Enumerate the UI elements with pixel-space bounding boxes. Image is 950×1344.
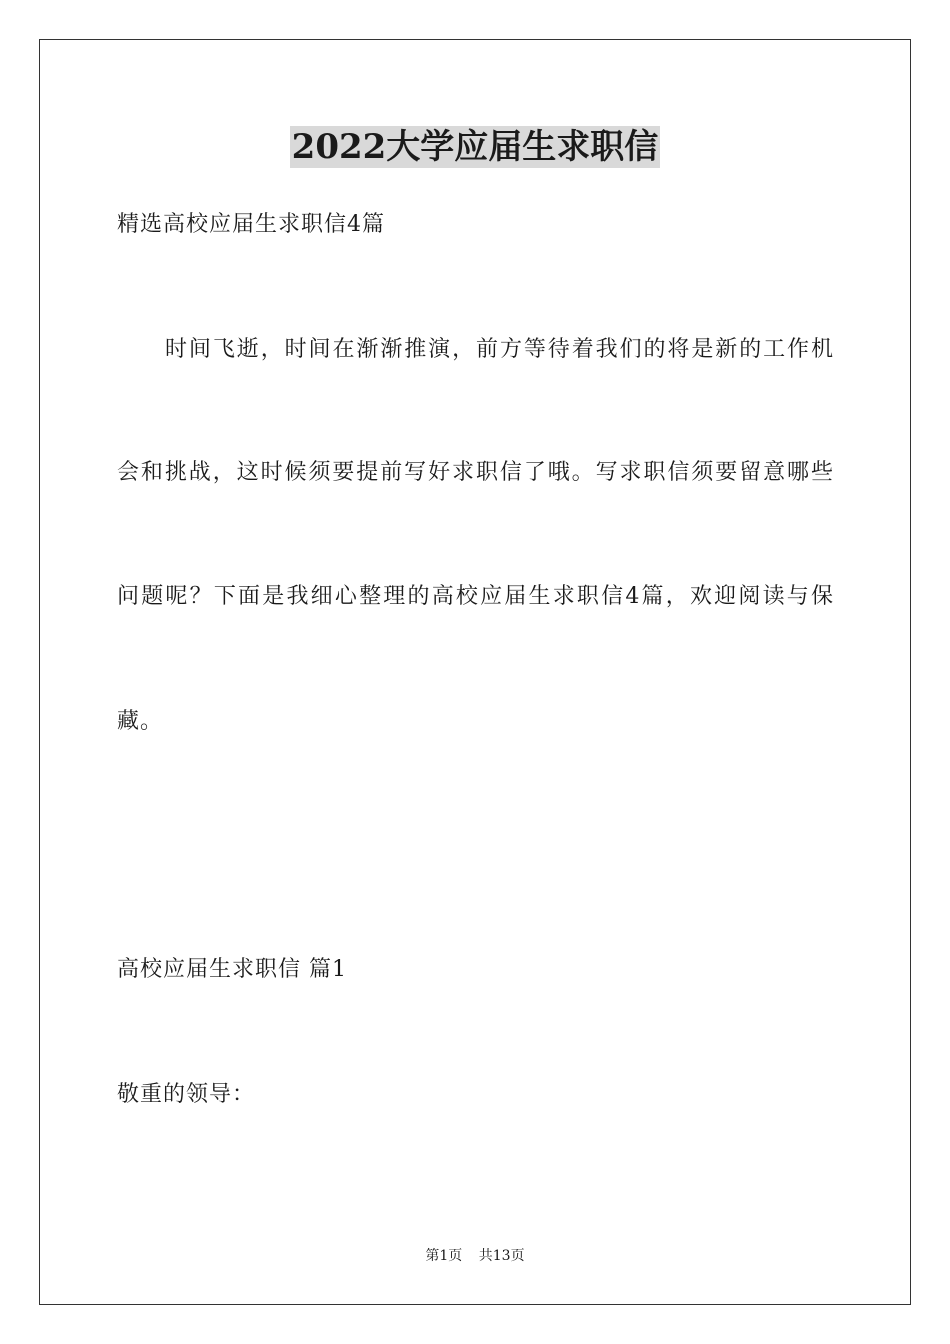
document-title: 2022大学应届生求职信 bbox=[291, 127, 659, 167]
salutation: 敬重的领导： bbox=[117, 1082, 256, 1107]
document-subtitle: 精选高校应届生求职信4篇 bbox=[117, 212, 385, 237]
intro-line-4: 藏。 bbox=[117, 709, 164, 734]
title-container bbox=[0, 126, 950, 168]
intro-line-1: 时间飞逝，时间在渐渐推演，前方等待着我们的将是新的工作机 bbox=[165, 337, 833, 362]
page-footer bbox=[0, 1247, 950, 1265]
intro-line-2: 会和挑战，这时候须要提前写好求职信了哦。写求职信须要留意哪些 bbox=[117, 460, 833, 485]
page-number: 第1页 bbox=[425, 1248, 463, 1264]
intro-line-3: 问题呢？下面是我细心整理的高校应届生求职信4篇，欢迎阅读与保 bbox=[117, 584, 833, 609]
page-total: 共13页 bbox=[478, 1248, 525, 1264]
section-heading: 高校应届生求职信 篇1 bbox=[117, 957, 347, 982]
